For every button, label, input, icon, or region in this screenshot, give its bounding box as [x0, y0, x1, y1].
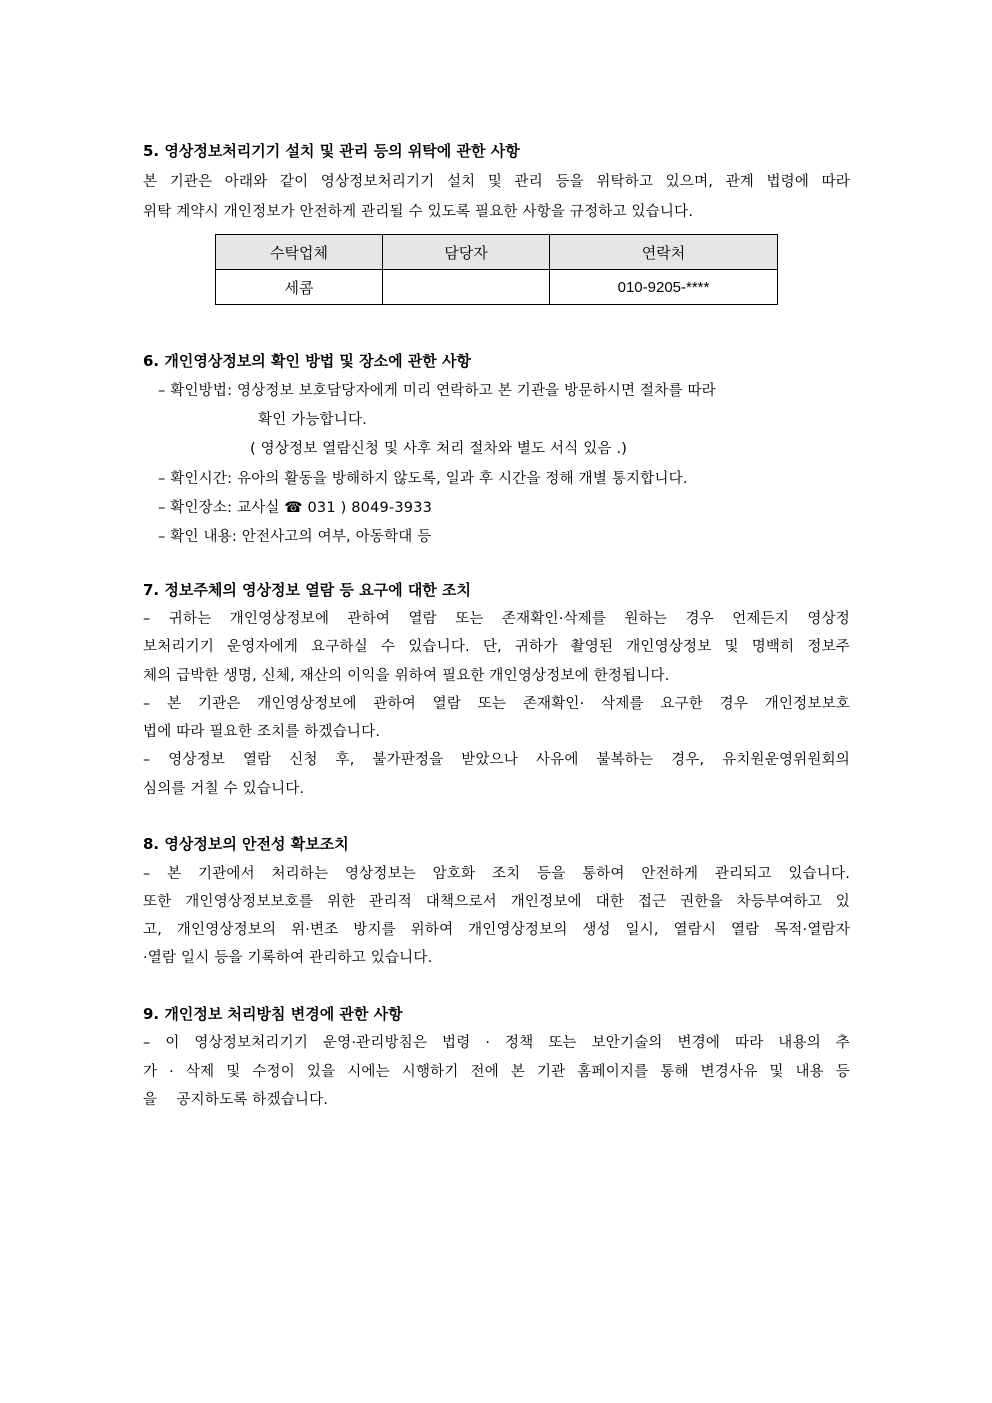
- section-9-line-3: 을 공지하도록 하겠습니다.: [143, 1092, 329, 1108]
- section-6-note: ( 영상정보 열람신청 및 사후 처리 절차와 별도 서식 있음 .): [250, 441, 628, 457]
- table-header-row: [216, 235, 778, 270]
- section-7-line-5: 법에 따라 필요한 조치를 하겠습니다.: [143, 724, 381, 740]
- section-9-line-1: – 이 영상정보처리기기 운영·관리방침은 법령 · 정책 또는 보안기술의 변경에 따라 내용의 추: [143, 1035, 850, 1051]
- section-7-line-1: – 귀하는 개인영상정보에 관하여 열람 또는 존재확인·삭제를 원하는 경우 언제든지 영상정: [143, 611, 850, 627]
- table-row: [216, 270, 778, 305]
- table-header-company: 수탁업체: [216, 235, 383, 270]
- section-7-title: 7. 정보주체의 영상정보 열람 등 요구에 대한 조치: [143, 581, 472, 599]
- section-6-place: – 확인장소: 교사실 ☎ 031 ) 8049-3933: [158, 500, 433, 516]
- section-7-line-2: 보처리기기 운영자에게 요구하실 수 있습니다. 단, 귀하가 촬영된 개인영상정보 및 명백히 정보주: [143, 639, 850, 655]
- section-7-line-4: – 본 기관은 개인영상정보에 관하여 열람 또는 존재확인· 삭제를 요구한 경우 개인정보보호: [143, 696, 850, 712]
- section-7-line-6: – 영상정보 열람 신청 후, 불가판정을 받았으나 사유에 불복하는 경우, 유치원운영위원회의: [143, 752, 850, 768]
- table-cell-manager: [383, 270, 550, 305]
- section-8-line-2: 또한 개인영상정보보호를 위한 관리적 대책으로서 개인정보에 대한 접근 권한을 차등부여하고 있: [143, 894, 850, 910]
- section-6-time: – 확인시간: 유아의 활동을 방해하지 않도록, 일과 후 시간을 정해 개별 통지합니다.: [158, 471, 688, 487]
- section-9-line-2: 가 · 삭제 및 수정이 있을 시에는 시행하기 전에 본 기관 홈페이지를 통해 변경사유 및 내용 등: [143, 1064, 850, 1080]
- section-8-line-4: ·열람 일시 등을 기록하여 관리하고 있습니다.: [143, 950, 433, 966]
- section-7-line-7: 심의를 거칠 수 있습니다.: [143, 781, 305, 797]
- section-5-title: 5. 영상정보처리기기 설치 및 관리 등의 위탁에 관한 사항: [143, 142, 520, 160]
- contract-table: [215, 234, 778, 305]
- section-8-line-1: – 본 기관에서 처리하는 영상정보는 암호화 조치 등을 통하여 안전하게 관리되고 있습니다.: [143, 866, 850, 882]
- table-cell-contact: 010-9205-****: [550, 270, 778, 305]
- section-7-line-3: 체의 급박한 생명, 신체, 재산의 이익을 위하여 필요한 개인영상정보에 한정됩니다.: [143, 668, 670, 684]
- section-6-method-cont: 확인 가능합니다.: [258, 412, 368, 428]
- section-5-line-2: 위탁 계약시 개인정보가 안전하게 관리될 수 있도록 필요한 사항을 규정하고 있습니다.: [143, 204, 694, 220]
- section-6-method: – 확인방법: 영상정보 보호담당자에게 미리 연락하고 본 기관을 방문하시면 절차를 따라: [158, 383, 716, 399]
- table-header-contact: 연락처: [550, 235, 778, 270]
- section-8-title: 8. 영상정보의 안전성 확보조치: [143, 835, 349, 853]
- section-8-line-3: 고, 개인영상정보의 위·변조 방지를 위하여 개인영상정보의 생성 일시, 열람시 열람 목적·열람자: [143, 922, 850, 938]
- section-6-content: – 확인 내용: 안전사고의 여부, 아동학대 등: [158, 529, 432, 545]
- section-6-title: 6. 개인영상정보의 확인 방법 및 장소에 관한 사항: [143, 352, 472, 370]
- table-cell-company: 세콤: [216, 270, 383, 305]
- section-9-title: 9. 개인정보 처리방침 변경에 관한 사항: [143, 1005, 403, 1023]
- table-header-manager: 담당자: [383, 235, 550, 270]
- section-5-line-1: 본 기관은 아래와 같이 영상정보처리기기 설치 및 관리 등을 위탁하고 있으며, 관계 법령에 따라: [143, 174, 850, 190]
